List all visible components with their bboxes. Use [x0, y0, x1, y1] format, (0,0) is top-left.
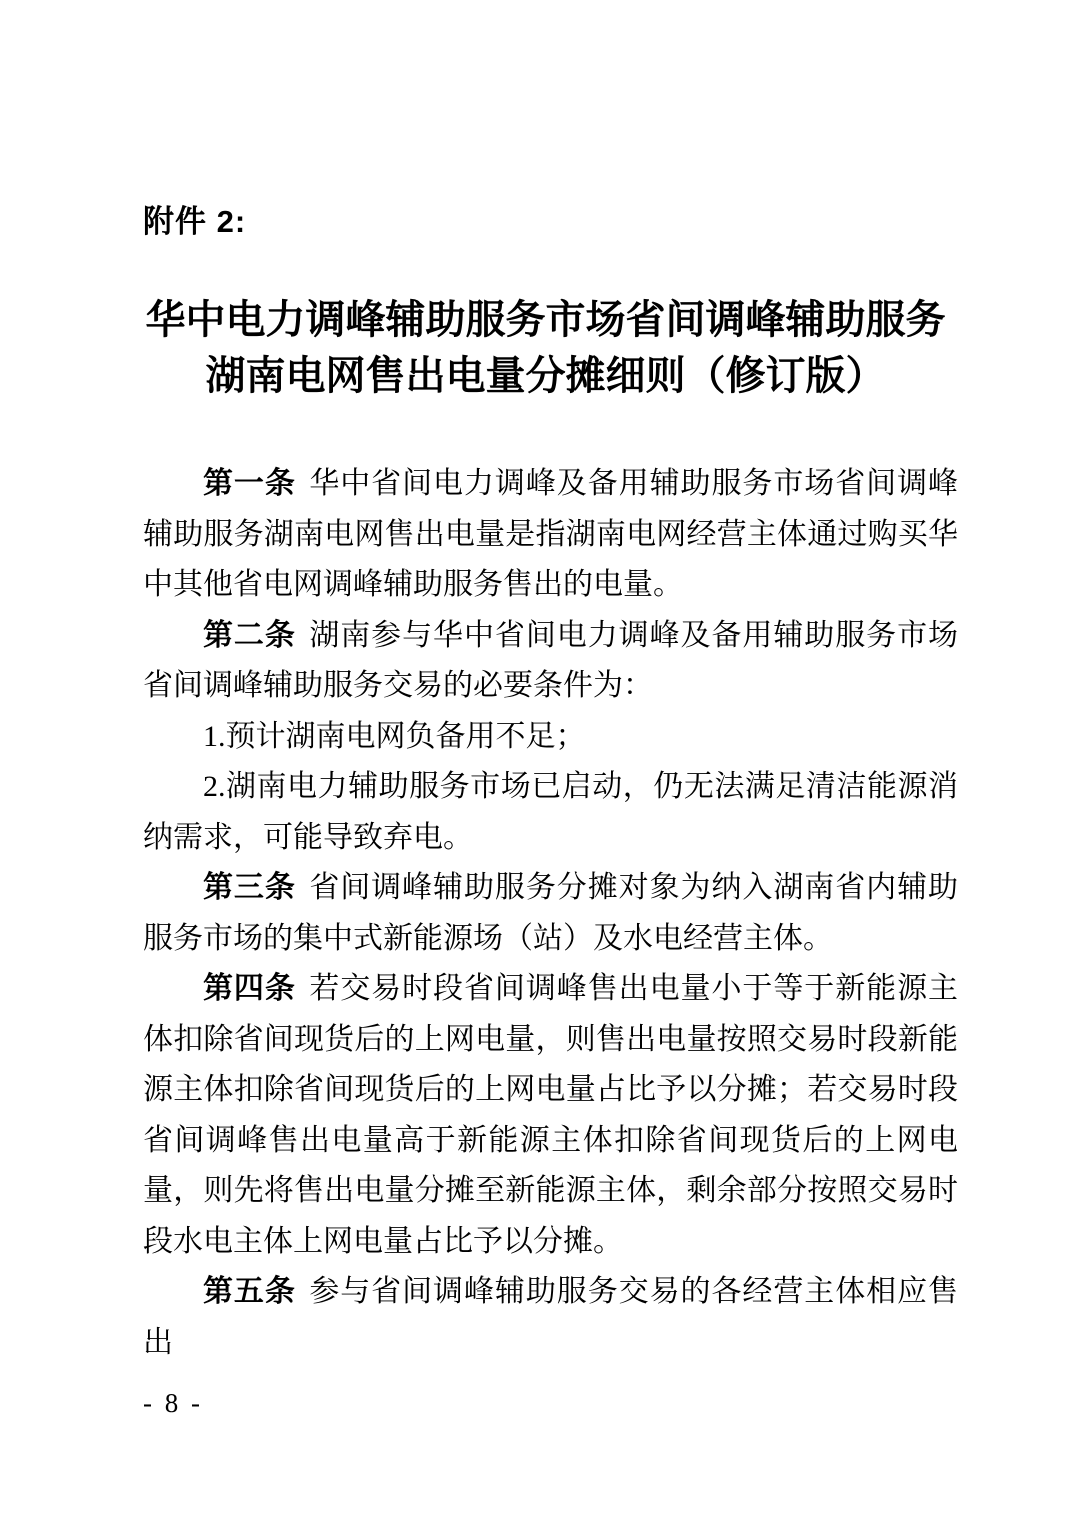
condition-2-text: 2.湖南电力辅助服务市场已启动，仍无法满足清洁能源消纳需求，可能导致弃电。	[143, 770, 958, 854]
article-5-text: 参与省间调峰辅助服务交易的各经营主体相应售出	[143, 1275, 959, 1359]
article-4-lead: 第四条	[203, 972, 296, 1005]
paragraph-article-4	[143, 964, 958, 1267]
condition-1-text: 1.预计湖南电网负备用不足；	[203, 719, 586, 753]
article-4-text: 若交易时段省间调峰售出电量小于等于新能源主体扣除省间现货后的上网电量，则售出电量按照交易时段新能源主体扣除省间现货后的上网电量占比予以分摊；若交易时段省间调峰售出电量高于新能源主体扣除省间现货后的上网电量，则先将售出电量分摊至新能源主体，剩余部分按照交易时段水电主体上网电量占比予以分摊。	[143, 972, 959, 1258]
document-title-line2: 湖南电网售出电量分摊细则（修订版）	[205, 353, 886, 398]
paragraph-condition-2	[143, 762, 958, 863]
article-1-text: 华中省间电力调峰及备用辅助服务市场省间调峰辅助服务湖南电网售出电量是指湖南电网经营主体通过购买华中其他省电网调峰辅助服务售出的电量。	[143, 467, 959, 601]
page-number: - 8 -	[143, 1388, 203, 1418]
article-3-text: 省间调峰辅助服务分摊对象为纳入湖南省内辅助服务市场的集中式新能源场（站）及水电经营主体。	[143, 871, 959, 955]
paragraph-article-3	[143, 863, 958, 964]
paragraph-condition-1	[143, 712, 958, 763]
article-1-lead: 第一条	[203, 467, 296, 500]
paragraph-article-5	[143, 1267, 958, 1368]
paragraph-article-1	[143, 459, 958, 611]
document-title	[133, 292, 958, 404]
document-title-line1: 华中电力调峰辅助服务市场省间调峰辅助服务	[145, 297, 946, 342]
article-3-lead: 第三条	[203, 871, 296, 904]
article-2-lead: 第二条	[203, 618, 296, 652]
paragraph-article-2	[143, 611, 958, 712]
article-5-lead: 第五条	[203, 1275, 296, 1308]
document-body	[143, 459, 958, 1368]
article-2-text: 湖南参与华中省间电力调峰及备用辅助服务市场省间调峰辅助服务交易的必要条件为：	[143, 618, 959, 702]
attachment-label: 附件 2:	[143, 204, 247, 239]
